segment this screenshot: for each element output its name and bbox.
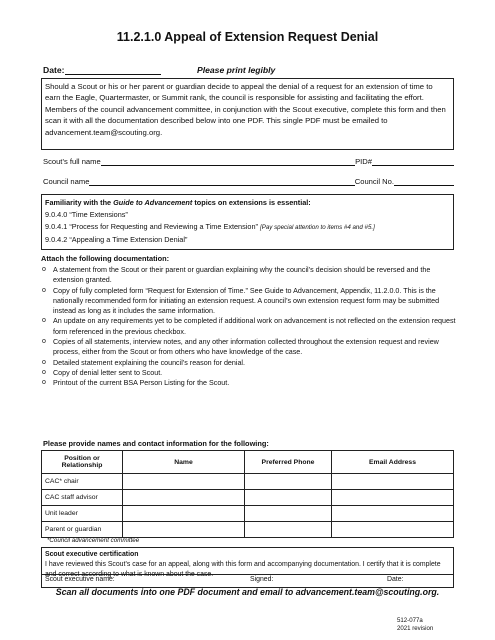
scout-name-label: Scout’s full name <box>43 157 101 166</box>
phone-cell[interactable] <box>245 474 332 490</box>
intro-box: Should a Scout or his or her parent or guardian decide to appeal the denial of a request for an extension of time to earn the Eagle, Quartermaster, or Summit rank, the council is responsible for assisting and facilitating the effort. Members of the council advancement committee, in conjunction with the Scout executive, complete this form and then scan it with all the documentation described below into one PDF. This single PDF must be emailed to advancement.team@scouting.org. <box>41 78 454 150</box>
executive-name-label[interactable]: Scout executive name: <box>45 576 115 583</box>
signed-label[interactable]: Signed: <box>250 576 274 583</box>
col-header-email: Email Address <box>332 451 454 474</box>
cert-date-label[interactable]: Date: <box>387 576 404 583</box>
email-cell[interactable] <box>332 506 454 522</box>
contacts-heading: Please provide names and contact information for the following: <box>43 439 269 448</box>
col-header-position: Position or Relationship <box>42 451 123 474</box>
attach-list <box>41 265 461 389</box>
page-title: 11.2.1.0 Appeal of Extension Request Denial <box>116 30 379 44</box>
attach-item: o A statement from the Scout or their parent or guardian explaining why the council’s decision should be reversed and the extension granted. <box>41 265 461 286</box>
date-field[interactable] <box>43 65 161 75</box>
council-row <box>43 176 454 186</box>
name-cell[interactable] <box>123 522 245 538</box>
cac-footnote: *Council advancement committee <box>47 537 140 544</box>
phone-cell[interactable] <box>245 522 332 538</box>
pid-label: PID# <box>355 157 372 166</box>
familiarity-item-text: 9.0.4.1 “Process for Requesting and Reviewing a Time Extension” <box>45 222 258 231</box>
col-header-phone: Preferred Phone <box>245 451 332 474</box>
scan-instruction: Scan all documents into one PDF document and email to advancement.team@scouting.org. <box>55 587 440 597</box>
email-cell[interactable] <box>332 522 454 538</box>
certification-text: I have reviewed this Scout’s case for an appeal, along with this form and accompanying documentation. I certify that it is complete and correct according to what is known about the case. <box>45 561 441 578</box>
row-label: CAC* chair <box>42 474 123 490</box>
phone-cell[interactable] <box>245 506 332 522</box>
table-row <box>42 506 454 522</box>
council-no-label: Council No. <box>354 177 394 186</box>
familiarity-heading-italic: Guide to Advancement <box>113 198 193 207</box>
scout-name-blank[interactable] <box>101 156 355 166</box>
name-cell[interactable] <box>123 474 245 490</box>
certification-heading: Scout executive certification <box>45 551 139 558</box>
familiarity-item: 9.0.4.0 “Time Extensions” <box>45 210 128 219</box>
council-name-label: Council name <box>43 177 90 186</box>
familiarity-item: 9.0.4.2 “Appealing a Time Extension Denial” <box>45 235 188 244</box>
familiarity-heading-post: topics on extensions is essential: <box>192 198 311 207</box>
familiarity-heading <box>45 197 450 209</box>
council-no-blank[interactable] <box>394 176 454 186</box>
familiarity-note: [Pay special attention to items #4 and #5.] <box>259 224 375 231</box>
email-cell[interactable] <box>332 490 454 506</box>
attach-item: o Detailed statement explaining the council’s reason for denial. <box>41 358 461 368</box>
attach-item: o Copy of denial letter sent to Scout. <box>41 368 461 378</box>
row-label: Parent or guardian <box>42 522 123 538</box>
pid-blank[interactable] <box>372 156 454 166</box>
row-label: CAC staff advisor <box>42 490 123 506</box>
attach-item: o Printout of the current BSA Person Listing for the Scout. <box>41 378 461 388</box>
name-cell[interactable] <box>123 506 245 522</box>
contacts-table <box>41 450 454 538</box>
form-number-block <box>397 617 433 632</box>
table-row <box>42 522 454 538</box>
table-row <box>42 474 454 490</box>
attach-heading: Attach the following documentation: <box>41 254 170 263</box>
familiarity-box <box>41 194 454 250</box>
attach-item: o Copy of fully completed form “Request for Extension of Time.” See Guide to Advancement, Appendix, 11.2.0.0. This is the nationally recommended form for initiating an extension request. A council’s own extension request form may be submitted instead as long as it includes the same information. <box>41 286 461 317</box>
table-row <box>42 490 454 506</box>
col-header-name: Name <box>123 451 245 474</box>
email-cell[interactable] <box>332 474 454 490</box>
certification-box <box>41 547 454 578</box>
print-note: Please print legibly <box>197 65 276 75</box>
name-cell[interactable] <box>123 490 245 506</box>
revision: 2021 revision <box>397 624 434 632</box>
familiarity-heading-pre: Familiarity with the <box>45 198 114 207</box>
date-blank[interactable] <box>65 65 161 75</box>
council-name-blank[interactable] <box>89 176 354 186</box>
scout-name-row <box>43 156 454 166</box>
familiarity-item <box>45 221 450 234</box>
attach-item: o Copies of all statements, interview notes, and any other information collected throughout the extension request and review process, either from the Scout or from others who have knowledge of the case. <box>41 337 461 358</box>
row-label: Unit leader <box>42 506 123 522</box>
phone-cell[interactable] <box>245 490 332 506</box>
date-label: Date: <box>43 65 65 75</box>
attach-item: o An update on any requirements yet to be completed if additional work on advancement is not reflected on the extension request form referenced in the previous checkbox. <box>41 316 461 337</box>
form-number: 512-077a <box>397 617 423 624</box>
